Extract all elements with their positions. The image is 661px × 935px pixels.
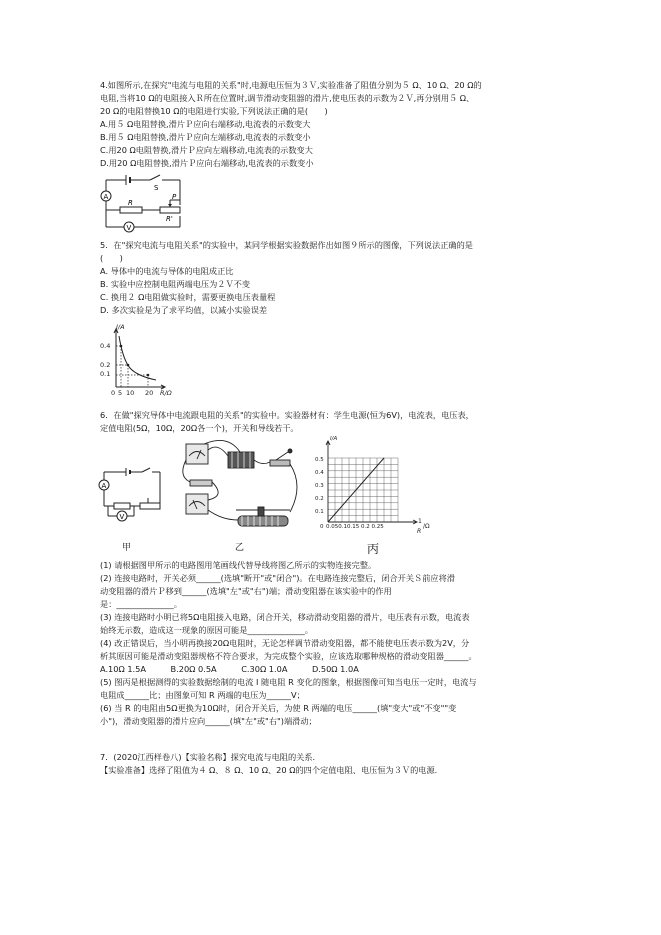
- q4-option-c: C.用20 Ω电阻替换,滑片Ｐ应向左端移动,电流表的示数变大: [100, 145, 313, 155]
- q4-option-a: A.用５ Ω电阻替换,滑片Ｐ应向右端移动,电流表的示数变大: [100, 119, 311, 129]
- caption-bing: 丙: [367, 542, 380, 556]
- q6-sub-1: (1) 请根据图甲所示的电路图用笔画线代替导线将图乙所示的实物连接完整。: [100, 560, 377, 570]
- q6-sub-4-options: A.10Ω 1.5A B.20Ω 0.5A C.30Ω 1.0A D.50Ω 1.0A: [100, 664, 359, 674]
- q6-sub-2a: (2) 连接电路时，开关必须______(选填"断开"或"闭合")。在电路连接完整后，闭合开关Ｓ前应将滑: [100, 573, 455, 583]
- q6-sub-5b: 电阻成______比；由图象可知 R 两端的电压为______V；: [100, 690, 305, 700]
- q5-line-1: 5．在"探究电流与电阻关系"的实验中，某同学根据实验数据作出如图９所示的图像，下列说法正确的是: [100, 240, 473, 250]
- q6-voltmeter-label: V: [119, 513, 125, 521]
- q5-xtick: 10: [126, 389, 135, 397]
- q5-data-point: [147, 374, 150, 377]
- switch-label: S: [154, 184, 159, 192]
- q6-line-1: 6．在做"探究导体中电流跟电阻的关系"的实验中。实验器材有：学生电源(恒为6V)，电流表，电压表，: [100, 410, 474, 420]
- q6-sub-3b: 始终无示数，造成这一现象的原因可能是______________。: [100, 625, 313, 635]
- q6-sub-2b: 动变阻器的滑片Ｐ移到______(选填"左"或"右")端；滑动变阻器在该实验中的作用: [100, 586, 392, 596]
- voltmeter-label: V: [126, 224, 132, 232]
- q5-line-2: ( ): [100, 253, 123, 263]
- q6-sub-4a: (4) 改正错误后，当小明再换接20Ω电阻时，无论怎样调节滑动变阻器，都不能使电压表示数为2V，分: [100, 638, 470, 648]
- q4-line-1: 4.如图所示,在探究"电流与电阻的关系"时,电源电压恒为３Ｖ,实验准备了阻值分别为５ Ω、10 Ω、20 Ω的: [100, 80, 482, 90]
- q5-ytick: 0.2: [100, 361, 111, 369]
- q5-graph-ylabel: I/A: [116, 323, 125, 331]
- q4-line-3: 20 Ω的电阻替换10 Ω的电阻进行实验,下列说法正确的是( ): [100, 106, 328, 116]
- q5-ytick: 0.4: [100, 342, 111, 350]
- ammeter-label: A: [103, 193, 109, 201]
- q5-ytick: 0.1: [100, 370, 111, 378]
- q6-circuit-diagram-jia: [98, 460, 166, 522]
- q6-sub-4b: 析其原因可能是滑动变阻器规格不符合要求，为完成整个实验，应该选取哪种规格的滑动变阻器______。: [100, 651, 477, 661]
- q6-ytick: 0.3: [315, 483, 324, 489]
- q6-xticks: 0.050.10.15 0.2 0.25: [326, 524, 384, 530]
- q6-current-graph-bing: [308, 432, 440, 540]
- caption-jia: 甲: [122, 543, 132, 553]
- q5-option-d: D. 多次实验是为了求平均值，以减小实验误差: [100, 305, 268, 315]
- q6-sub-6b: 小")，滑动变阻器的滑片应向______(填"左"或"右")端滑动；: [100, 716, 317, 726]
- q6-ytick: 0.1: [315, 509, 324, 515]
- rheostat-label: R': [166, 215, 173, 223]
- q7-line-1: 7．(2020江西样卷八)【实验名称】探究电流与电阻的关系.: [100, 752, 316, 762]
- q6-sub-5a: (5) 图丙是根据测得的实验数据绘制的电流 I 随电阻 R 变化的图象，根据图像可知当电压一定时，电流与: [100, 677, 477, 687]
- q5-option-c: C. 换用２ Ω电阻做实验时，需要更换电压表量程: [100, 292, 276, 302]
- q6-sub-3a: (3) 连接电路时小明已将5Ω电阻接入电路，闭合开关，移动滑动变阻器的滑片，电压表有示数，电流表: [100, 612, 470, 622]
- q6-graph-ylabel: I/A: [330, 436, 338, 442]
- resistor-label: R: [128, 199, 133, 207]
- q6-xlabel-num: 1: [418, 518, 422, 525]
- q5-data-point: [120, 345, 123, 348]
- q5-graph-xlabel: R/Ω: [160, 389, 172, 397]
- q5-xtick: 0: [111, 389, 116, 397]
- q5-current-resistance-graph: [100, 320, 190, 398]
- q6-sub-2c: 是：______________。: [100, 599, 182, 609]
- q6-xlabel-den: R: [417, 528, 422, 535]
- caption-yi: 乙: [235, 543, 245, 553]
- q4-option-b: B.用５ Ω电阻替换,滑片Ｐ应向左端移动,电流表的示数变小: [100, 132, 311, 142]
- q6-apparatus-drawing-yi: [178, 436, 310, 534]
- slider-label: P: [172, 193, 177, 201]
- q4-circuit-diagram: [98, 170, 190, 238]
- q6-sub-6a: (6) 当 R 的电阻由5Ω更换为10Ω时，闭合开关后，为使 R 两端的电压______(填"变大"或"不变""变: [100, 703, 457, 713]
- q7-line-2: 【实验准备】选择了阻值为４ Ω、８ Ω、10 Ω、20 Ω的四个定值电阻、电压恒为３Ｖ的电源.: [100, 765, 438, 775]
- q6-ytick: 0.4: [315, 470, 324, 476]
- q6-ytick: 0.2: [315, 496, 324, 502]
- q6-ytick: 0: [320, 524, 324, 530]
- q6-line-2: 定值电阻(5Ω，10Ω，20Ω各一个)，开关和导线若干。: [100, 423, 299, 433]
- q5-option-a: A. 导体中的电流与导体的电阻成正比: [100, 266, 234, 276]
- q4-line-2: 电阻,当将10 Ω的电阻接入Ｒ所在位置时,调节滑动变阻器的滑片,使电压表的示数为２Ｖ,再分别用５ Ω、: [100, 93, 475, 103]
- q5-option-b: B. 实验中应控制电阻两端电压为２Ｖ不变: [100, 279, 251, 289]
- q5-xtick: 5: [118, 389, 123, 397]
- q6-ammeter-label: A: [101, 482, 107, 490]
- q5-xtick: 20: [145, 389, 154, 397]
- q5-data-point: [127, 364, 130, 367]
- q6-ytick: 0.5: [315, 457, 324, 463]
- q6-xlabel-unit: /Ω: [423, 523, 430, 530]
- q4-option-d: D.用20 Ω电阻替换,滑片Ｐ应向右端移动,电流表的示数变小: [100, 158, 314, 168]
